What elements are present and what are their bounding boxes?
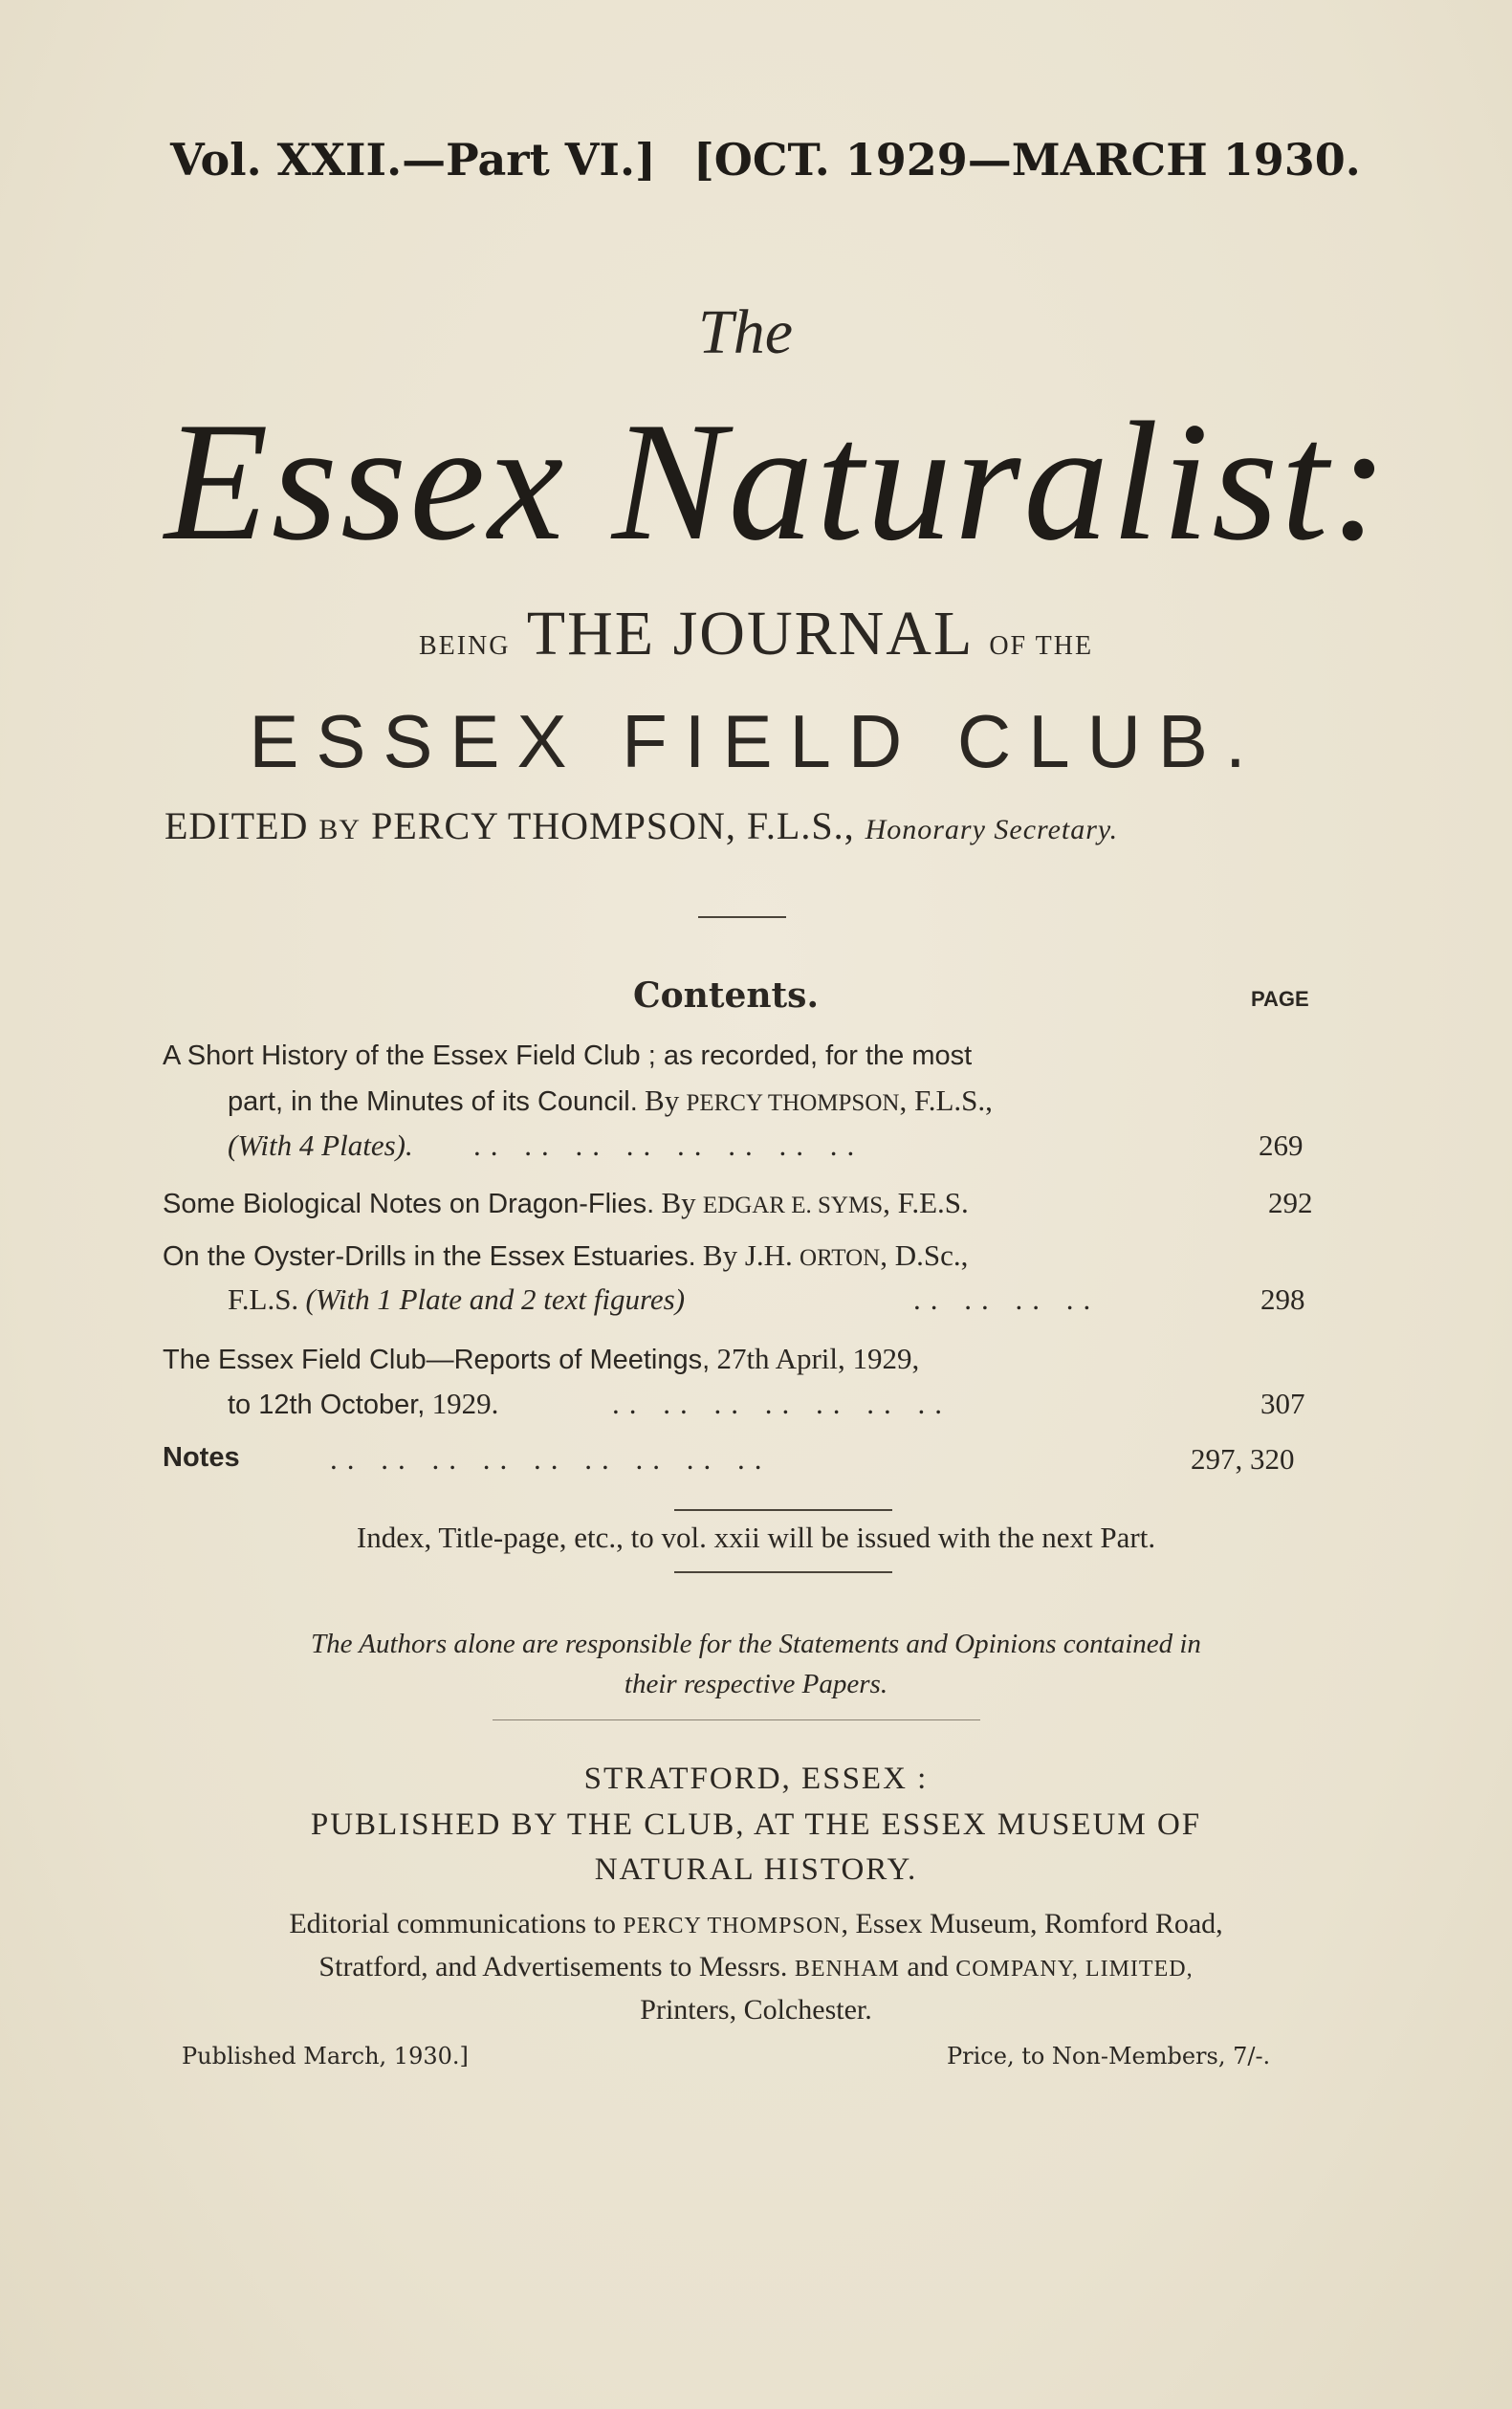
journal-title: Essex Naturalist:: [164, 386, 1391, 576]
title-article: The: [698, 297, 793, 367]
club-name: ESSEX FIELD CLUB.: [249, 699, 1263, 783]
editorial-line-2: Stratford, and Advertisements to Messrs. BENHAM and COMPANY, LIMITED,: [318, 1951, 1194, 1982]
toc-entry-5-dots: .. .. .. .. .. .. .. .. ..: [330, 1442, 772, 1476]
toc-entry-5-line-1: Notes: [163, 1442, 240, 1473]
toc-entry-3-line-1: On the Oyster-Drills in the Essex Estuaries. By J.H. ORTON, D.Sc.,: [163, 1238, 969, 1272]
toc-entry-4-line-2: to 12th October, 1929.: [228, 1387, 499, 1420]
contents-heading: Contents.: [633, 975, 819, 1016]
price-note: Price, to Non-Members, 7/-.: [947, 2043, 1271, 2070]
subtitle-journal-line: [0, 598, 1512, 670]
page-column-label: PAGE: [1251, 987, 1309, 1011]
divider-disclaimer: [493, 1719, 980, 1720]
being-word: BEING: [418, 631, 511, 661]
by-word: BY: [318, 814, 362, 845]
publisher-location: STRATFORD, ESSEX :: [583, 1762, 929, 1796]
publisher-line-3: NATURAL HISTORY.: [594, 1852, 918, 1887]
the-journal-words: THE JOURNAL: [526, 599, 972, 668]
toc-entry-1-dots: .. .. .. .. .. .. .. ..: [473, 1128, 865, 1162]
date-range-label: [OCT. 1929—MARCH 1930.: [693, 134, 1361, 186]
index-note: Index, Title-page, etc., to vol. xxii will be issued with the next Part.: [356, 1521, 1156, 1554]
volume-part-label: Vol. XXII.—Part VI.]: [170, 134, 656, 186]
editor-role: Honorary Secretary.: [865, 814, 1119, 845]
toc-entry-3-page: 298: [1260, 1282, 1305, 1316]
disclaimer-line-1: The Authors alone are responsible for the Statements and Opinions contained in: [311, 1629, 1201, 1659]
toc-entry-2-line-1: Some Biological Notes on Dragon-Flies. By EDGAR E. SYMS, F.E.S.: [163, 1186, 969, 1219]
divider-index-top: [674, 1509, 892, 1511]
editor-name: PERCY THOMPSON, F.L.S.,: [371, 804, 855, 847]
toc-entry-1-page: 269: [1259, 1128, 1304, 1162]
editorial-line-1: Editorial communications to PERCY THOMPSON, Essex Museum, Romford Road,: [289, 1908, 1223, 1939]
published-date: Published March, 1930.]: [182, 2043, 469, 2070]
publisher-line-2: PUBLISHED BY THE CLUB, AT THE ESSEX MUSEUM OF: [310, 1807, 1202, 1842]
toc-entry-4-line-1: The Essex Field Club—Reports of Meetings, 27th April, 1929,: [163, 1342, 920, 1375]
toc-entry-4-dots: .. .. .. .. .. .. ..: [612, 1387, 952, 1420]
edited-word: EDITED: [164, 804, 309, 847]
toc-entry-1-line-3: (With 4 Plates).: [228, 1128, 413, 1162]
toc-entry-1-line-2: part, in the Minutes of its Council. By PERCY THOMPSON, F.L.S.,: [228, 1084, 993, 1117]
toc-entry-3-line-2: F.L.S. (With 1 Plate and 2 text figures): [228, 1282, 686, 1316]
divider-short: [698, 916, 786, 918]
toc-entry-5-page: 297, 320: [1191, 1442, 1295, 1476]
toc-entry-3-dots: .. .. .. ..: [913, 1282, 1101, 1316]
editor-line: [164, 803, 1118, 848]
of-the-words: OF THE: [989, 631, 1094, 661]
toc-entry-2-page: 292: [1268, 1186, 1313, 1219]
editorial-line-3: Printers, Colchester.: [640, 1994, 872, 2026]
disclaimer-line-2: their respective Papers.: [624, 1669, 888, 1699]
toc-entry-1-line-1: A Short History of the Essex Field Club ; as recorded, for the most: [163, 1040, 973, 1071]
divider-index-bottom: [674, 1571, 892, 1573]
toc-entry-4-page: 307: [1260, 1387, 1305, 1420]
